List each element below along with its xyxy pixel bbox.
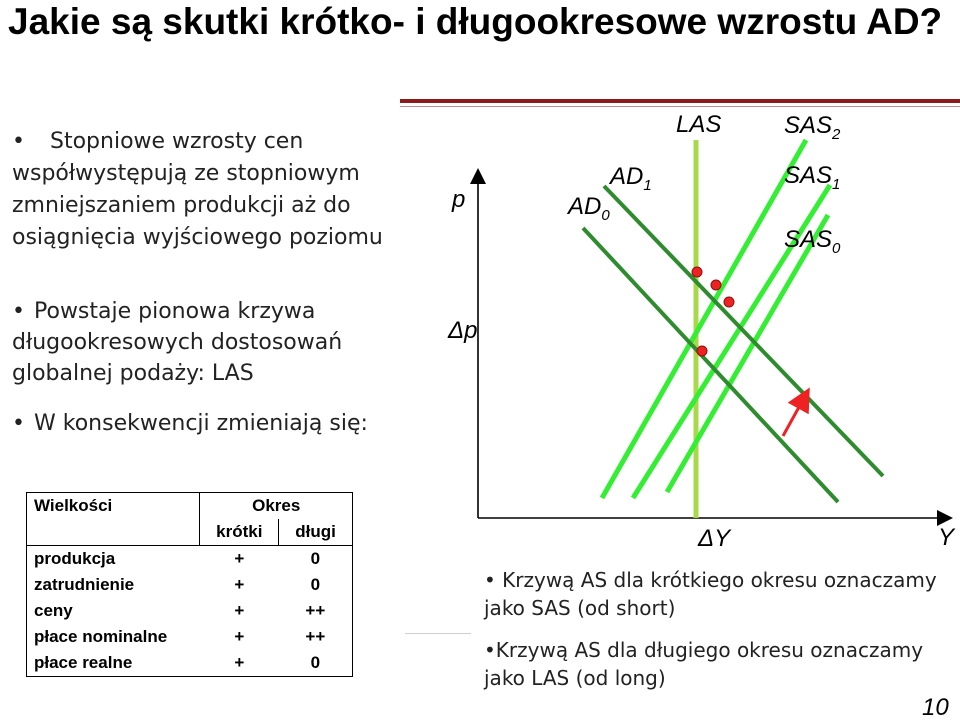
bullet-text: Powstaje pionowa krzywa długookresowych dostosowań globalnej podaży: LAS [12,299,343,386]
label-sas1-text: SAS [784,162,833,189]
note-sas [484,566,954,622]
note-las [484,636,954,692]
axis-label-y: Y [938,524,955,551]
label-ad1 [608,163,652,194]
axis-label-delta-y: ΔY [698,525,731,552]
label-sas0-sub: 0 [832,240,841,257]
table-cell-short: + [234,627,245,646]
label-ad1-text: AD [610,163,644,190]
table-cell-short: + [234,575,245,594]
label-ad0 [566,193,610,224]
divider [405,633,471,634]
label-ad1-sub: 1 [643,177,652,194]
slide-title: Jakie są skutki krótko- i długookresowe wzrostu AD? [8,1,943,42]
table-header-long: długi [279,519,353,546]
sas0-curve [602,140,806,498]
table-header-quantities: Wielkości [34,496,113,515]
label-sas2 [784,112,841,143]
label-las: LAS [676,111,722,138]
label-sas1-sub: 1 [832,176,841,193]
equilibrium-point-e1 [724,297,734,307]
bullet-dot: • [12,299,25,324]
note-text: Krzywą AS dla krótkiego okresu oznaczamy jako SAS (od short) [484,568,937,620]
table-header-short: krótki [200,519,279,546]
equilibrium-point-e3 [692,267,702,277]
equilibrium-point-e0 [697,346,707,356]
equilibrium-point-e2 [711,280,721,290]
bullet-text: Stopniowe wzrosty cen współwystępują ze stopniowym zmniejszaniem produkcji aż do osiągnięcia wyjściowego poziomu [12,129,383,250]
table-cell-short: + [234,601,245,620]
table-cell-name: ceny [34,601,73,620]
sas2-curve [667,215,828,492]
shift-arrow [783,398,804,436]
label-sas0 [784,226,841,257]
note-dot: • [484,638,496,662]
table-cell-long: ++ [305,601,326,620]
label-ad0-text: AD [568,193,602,220]
ad1-curve [604,186,883,476]
axis-label-p: p [452,186,466,213]
table-cell-long: 0 [279,546,353,573]
page-number: 10 [922,694,949,721]
label-ad0-sub: 0 [601,207,610,224]
note-text: Krzywą AS dla długiego okresu oznaczamy jako LAS (od long) [484,638,924,690]
table-cell-long: 0 [310,653,321,672]
bullet-dot: • [12,129,25,154]
table-cell-name: płace realne [34,653,133,672]
label-sas1 [784,162,840,193]
table-cell-short: + [234,653,245,672]
table-cell-long: ++ [305,627,326,646]
label-sas2-text: SAS [784,112,833,139]
note-dot: • [484,568,496,592]
table-cell-name: płace nominalne [34,627,168,646]
bullet-text: W konsekwencji zmieniają się: [34,411,368,436]
table-cell-name: zatrudnienie [34,575,135,594]
table-header-period: Okres [200,493,353,520]
table-cell-short: + [200,546,279,573]
axis-label-delta-p: Δp [448,317,478,344]
bullet-dot: • [12,411,25,436]
table-cell-long: 0 [310,575,321,594]
table-cell-name: produkcja [27,546,200,573]
label-sas0-text: SAS [784,226,833,253]
label-sas2-sub: 2 [832,126,841,143]
